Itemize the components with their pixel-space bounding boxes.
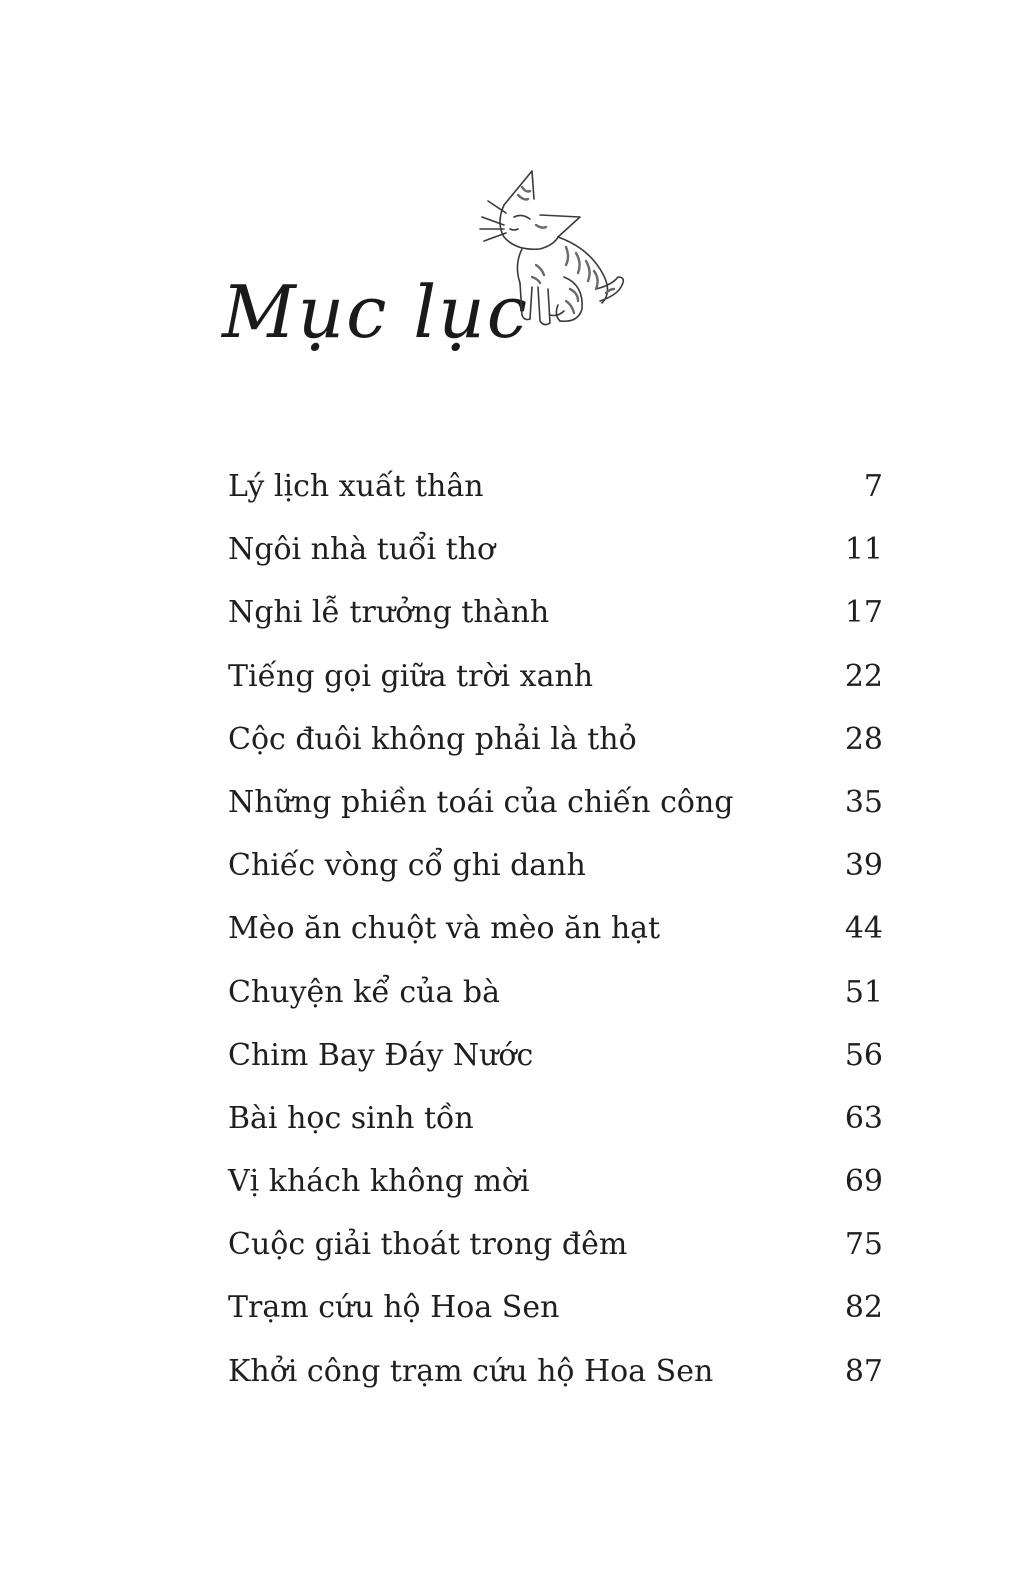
toc-entry[interactable]: [228, 708, 883, 771]
table-of-contents: [228, 455, 883, 1403]
toc-entry[interactable]: [228, 771, 883, 834]
toc-entry-page: 75: [844, 1227, 883, 1263]
toc-entry[interactable]: [228, 834, 883, 897]
toc-entry[interactable]: [228, 518, 883, 581]
toc-entry-title: Tiếng gọi giữa trời xanh: [228, 658, 594, 694]
toc-entry[interactable]: [228, 1213, 883, 1276]
toc-entry[interactable]: [228, 645, 883, 708]
toc-entry-page: 87: [844, 1353, 883, 1389]
heading-text: Mục lục: [222, 270, 530, 354]
toc-entry-page: 11: [844, 532, 883, 568]
page-title: [222, 262, 530, 362]
toc-entry-page: 7: [863, 469, 883, 504]
sitting-cat-icon: [474, 165, 634, 335]
toc-entry-page: 22: [844, 658, 883, 694]
toc-entry[interactable]: [228, 1276, 883, 1339]
toc-entry-title: Khởi công trạm cứu hộ Hoa Sen: [228, 1353, 714, 1389]
toc-entry-page: 56: [844, 1037, 883, 1073]
toc-entry-title: Bài học sinh tồn: [228, 1100, 474, 1136]
toc-entry[interactable]: [228, 1340, 883, 1403]
toc-entry-page: 44: [844, 911, 883, 947]
toc-entry-title: Nghi lễ trưởng thành: [228, 595, 550, 631]
toc-entry-title: Lý lịch xuất thân: [228, 469, 484, 504]
toc-entry-page: 51: [844, 974, 883, 1010]
toc-entry-title: Những phiền toái của chiến công: [228, 784, 734, 820]
toc-entry-title: Chuyện kể của bà: [228, 974, 500, 1010]
toc-entry-title: Cộc đuôi không phải là thỏ: [228, 721, 637, 757]
toc-entry[interactable]: [228, 1150, 883, 1213]
toc-entry-title: Mèo ăn chuột và mèo ăn hạt: [228, 911, 661, 947]
toc-entry-title: Chiếc vòng cổ ghi danh: [228, 848, 586, 884]
toc-entry[interactable]: [228, 961, 883, 1024]
toc-entry-title: Cuộc giải thoát trong đêm: [228, 1227, 628, 1263]
toc-entry-page: 82: [844, 1290, 883, 1326]
toc-entry-page: 17: [844, 595, 883, 631]
toc-entry-title: Chim Bay Đáy Nước: [228, 1037, 534, 1073]
toc-entry-title: Vị khách không mời: [228, 1164, 530, 1200]
toc-entry[interactable]: [228, 455, 883, 518]
toc-entry[interactable]: [228, 581, 883, 644]
toc-entry-page: 69: [844, 1164, 883, 1200]
toc-entry[interactable]: [228, 1087, 883, 1150]
toc-entry-page: 39: [844, 848, 883, 884]
toc-entry[interactable]: [228, 1024, 883, 1087]
toc-entry[interactable]: [228, 897, 883, 960]
toc-entry-page: 35: [844, 784, 883, 820]
toc-entry-title: Ngôi nhà tuổi thơ: [228, 532, 496, 568]
toc-entry-page: 28: [844, 721, 883, 757]
toc-entry-page: 63: [844, 1100, 883, 1136]
toc-entry-title: Trạm cứu hộ Hoa Sen: [228, 1290, 560, 1326]
